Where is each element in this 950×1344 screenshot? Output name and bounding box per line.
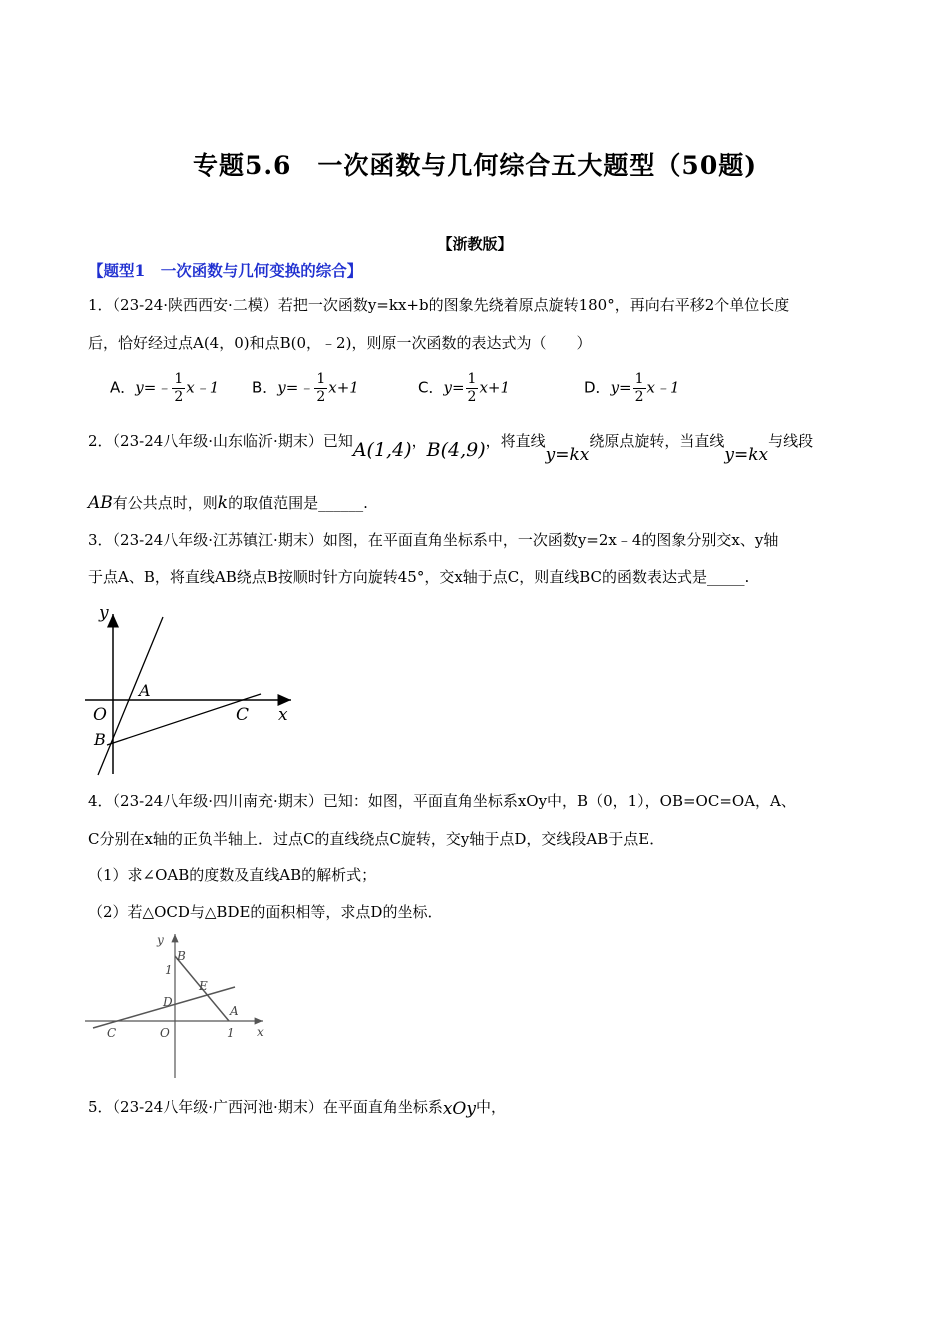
point-c-label: C bbox=[236, 705, 250, 725]
q4-part2: （2）若△OCD与△BDE的面积相等，求点D的坐标． bbox=[88, 903, 443, 921]
option-post: x+1 bbox=[328, 378, 359, 397]
q3-line1: 3．（23-24八年级·江苏镇江·期末）如图，在平面直角坐标系中，一次函数y=2x﹣4的图象分别交x、y轴 bbox=[88, 531, 779, 549]
option-label: D． bbox=[584, 378, 611, 397]
q1-option-d bbox=[584, 371, 680, 406]
option-post: x﹣1 bbox=[186, 378, 220, 397]
q1-option-c bbox=[418, 371, 510, 406]
q2-sep: ， bbox=[411, 432, 427, 450]
fraction-den: 2 bbox=[634, 389, 644, 405]
q2-ab: AB bbox=[88, 493, 113, 513]
fraction-den: 2 bbox=[316, 389, 326, 405]
q3-figure bbox=[85, 600, 305, 780]
x-label: x bbox=[257, 1025, 264, 1039]
page-title: 专题5.6 一次函数与几何综合五大题型（50题) bbox=[192, 151, 758, 180]
fraction bbox=[466, 371, 479, 406]
fraction-den: 2 bbox=[174, 389, 184, 405]
fraction-den: 2 bbox=[467, 389, 477, 405]
option-post: x﹣1 bbox=[646, 378, 680, 397]
q4-line1: 4．（23-24八年级·四川南充·期末）已知：如图，平面直角坐标系xOy中，B（0，1），OB=OC=OA，A、 bbox=[88, 792, 796, 810]
option-post: x+1 bbox=[479, 378, 511, 397]
origin-label: O bbox=[160, 1026, 170, 1040]
section-title: 【题型1 一次函数与几何变换的综合】 bbox=[88, 261, 363, 280]
point-e-label: E bbox=[199, 979, 208, 993]
x-label: x bbox=[278, 705, 288, 725]
q1-option-a bbox=[110, 371, 219, 406]
q2-suffix: 与线段 bbox=[768, 432, 814, 450]
option-pre: y= bbox=[610, 378, 632, 397]
fraction-num: 1 bbox=[316, 371, 326, 387]
one-x-label: 1 bbox=[227, 1026, 235, 1040]
point-b-label: B bbox=[94, 730, 106, 749]
point-b-label: B bbox=[177, 949, 186, 963]
fraction-num: 1 bbox=[467, 371, 477, 387]
point-d-label: D bbox=[163, 995, 173, 1009]
q5-prefix: 5．（23-24八年级·广西河池·期末）在平面直角坐标系 bbox=[88, 1098, 443, 1116]
fraction bbox=[172, 371, 185, 406]
one-y-label: 1 bbox=[165, 963, 173, 977]
origin-label: O bbox=[93, 705, 107, 725]
y-label: y bbox=[157, 933, 164, 947]
y-label: y bbox=[99, 603, 109, 623]
q1-line2: 后，恰好经过点A(4，0)和点B(0，﹣2)，则原一次函数的表达式为（ ） bbox=[88, 334, 592, 352]
q1-line1: 1．（23-24·陕西西安·二模）若把一次函数y=kx+b的图象先绕着原点旋转180°，再向右平移2个单位长度 bbox=[88, 296, 790, 314]
point-a-label: A bbox=[230, 1004, 239, 1018]
fraction bbox=[633, 371, 646, 406]
q5-expr: xOy bbox=[442, 1099, 476, 1119]
q2-line2-end: 的取值范围是______. bbox=[228, 494, 368, 512]
fraction bbox=[314, 371, 327, 406]
q4-figure bbox=[85, 928, 275, 1080]
q2-point-b: B(4,9) bbox=[426, 439, 486, 461]
q2-mid2: 绕原点旋转，当直线 bbox=[589, 432, 725, 450]
line-ab bbox=[98, 617, 163, 775]
q2-line1 bbox=[88, 430, 814, 465]
q2-k: k bbox=[217, 493, 229, 513]
q2-line2-mid: 有公共点时，则 bbox=[112, 494, 218, 512]
q5-suffix: 中， bbox=[475, 1098, 506, 1116]
option-label: B． bbox=[252, 378, 278, 397]
fraction-num: 1 bbox=[174, 371, 184, 387]
q2-mid1: ，将直线 bbox=[485, 432, 546, 450]
q3-line2: 于点A、B，将直线AB绕点B按顺时针方向旋转45°，交x轴于点C，则直线BC的函数表达式是_____. bbox=[88, 568, 750, 586]
point-c-label: C bbox=[107, 1026, 117, 1040]
q2-prefix: 2．（23-24八年级·山东临沂·期末）已知 bbox=[88, 432, 353, 450]
option-pre: y=﹣ bbox=[135, 378, 172, 397]
option-pre: y=﹣ bbox=[277, 378, 314, 397]
q5-line1 bbox=[88, 1097, 506, 1117]
option-label: C． bbox=[418, 378, 444, 397]
q2-point-a: A(1,4) bbox=[352, 439, 412, 461]
q2-line-expr1: y=kx bbox=[545, 445, 590, 465]
edition-label: 【浙教版】 bbox=[437, 235, 513, 253]
q2-line2 bbox=[88, 493, 368, 513]
q2-line-expr2: y=kx bbox=[724, 445, 769, 465]
q4-line2: C分别在x轴的正负半轴上．过点C的直线绕点C旋转，交y轴于点D，交线段AB于点E． bbox=[88, 830, 665, 848]
fraction-num: 1 bbox=[634, 371, 644, 387]
point-a-label: A bbox=[139, 681, 151, 700]
option-pre: y= bbox=[443, 378, 465, 397]
option-label: A． bbox=[110, 378, 136, 397]
q4-part1: （1）求∠OAB的度数及直线AB的解析式； bbox=[88, 866, 377, 884]
q1-option-b bbox=[252, 371, 359, 406]
